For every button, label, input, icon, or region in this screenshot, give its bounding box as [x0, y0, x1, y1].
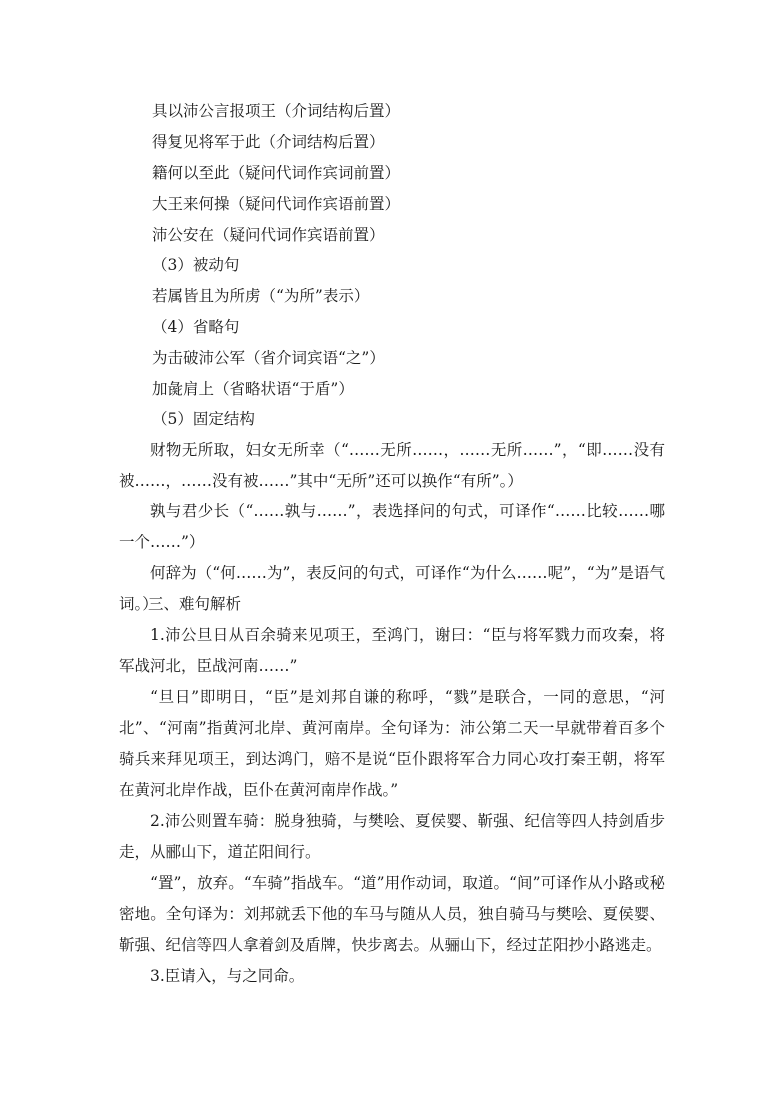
text-line: 得复见将军于此（介词结构后置） [152, 133, 385, 151]
text-line: 沛公安在（疑问代词作宾语前置） [152, 226, 385, 244]
section-heading: 三、难句解析 [148, 595, 242, 613]
text-line: 若属皆且为所虏（“为所”表示） [152, 287, 370, 305]
subheading-passive: （3）被动句 [152, 256, 240, 274]
paragraph: 1.沛公旦日从百余骑来见项王，至鸿门，谢曰：“臣与将军戮力而攻秦，将军战河北，臣战河南……” [119, 626, 665, 675]
text-line: 加彘肩上（省略状语“于盾”） [152, 380, 354, 398]
paragraph: 2.沛公则置车骑：脱身独骑，与樊哙、夏侯婴、靳强、纪信等四人持剑盾步走，从郦山下，道芷阳间行。 [119, 812, 665, 861]
paragraph: 何辞为（“何……为”，表反问的句式，可译作“为什么……呢”，“为”是语气词。） [119, 564, 665, 613]
subheading-ellipsis: （4）省略句 [152, 318, 240, 336]
paragraph: “置”，放弃。“车骑”指战车。“道”用作动词，取道。“间”可译作从小路或秘密地。全句译为：刘邦就丢下他的车马与随从人员，独自骑马与樊哙、夏侯婴、靳强、纪信等四人拿着剑及盾牌，快步离去。从骊山下，经过芷阳抄小路逃走。 [119, 874, 665, 954]
paragraph: 孰与君少长（“……孰与……”，表选择问的句式，可译作“……比较……哪一个……”） [119, 502, 665, 551]
paragraph: 财物无所取，妇女无所幸（“……无所……，……无所……”，“即……没有被……，……没有被……”其中“无所”还可以换作“有所”。） [119, 441, 665, 490]
text-line: 大王来何操（疑问代词作宾语前置） [152, 195, 401, 213]
text-line: 具以沛公言报项王（介词结构后置） [152, 102, 401, 120]
subheading-fixed-structure: （5）固定结构 [152, 410, 255, 428]
paragraph: “旦日”即明日，“臣”是刘邦自谦的称呼，“戮”是联合，一同的意思，“河北”、“河南”指黄河北岸、黄河南岸。全句译为：沛公第二天一早就带着百多个骑兵来拜见项王，到达鸿门，赔不是说“臣仆跟将军合力同心攻打秦王朝，将军在黄河北岸作战，臣仆在黄河南岸作战。” [119, 688, 665, 799]
paragraph: 3.臣请入，与之同命。 [150, 967, 305, 985]
text-line: 籍何以至此（疑问代词作宾词前置） [152, 164, 401, 182]
text-line: 为击破沛公军（省介词宾语“之”） [152, 349, 385, 367]
